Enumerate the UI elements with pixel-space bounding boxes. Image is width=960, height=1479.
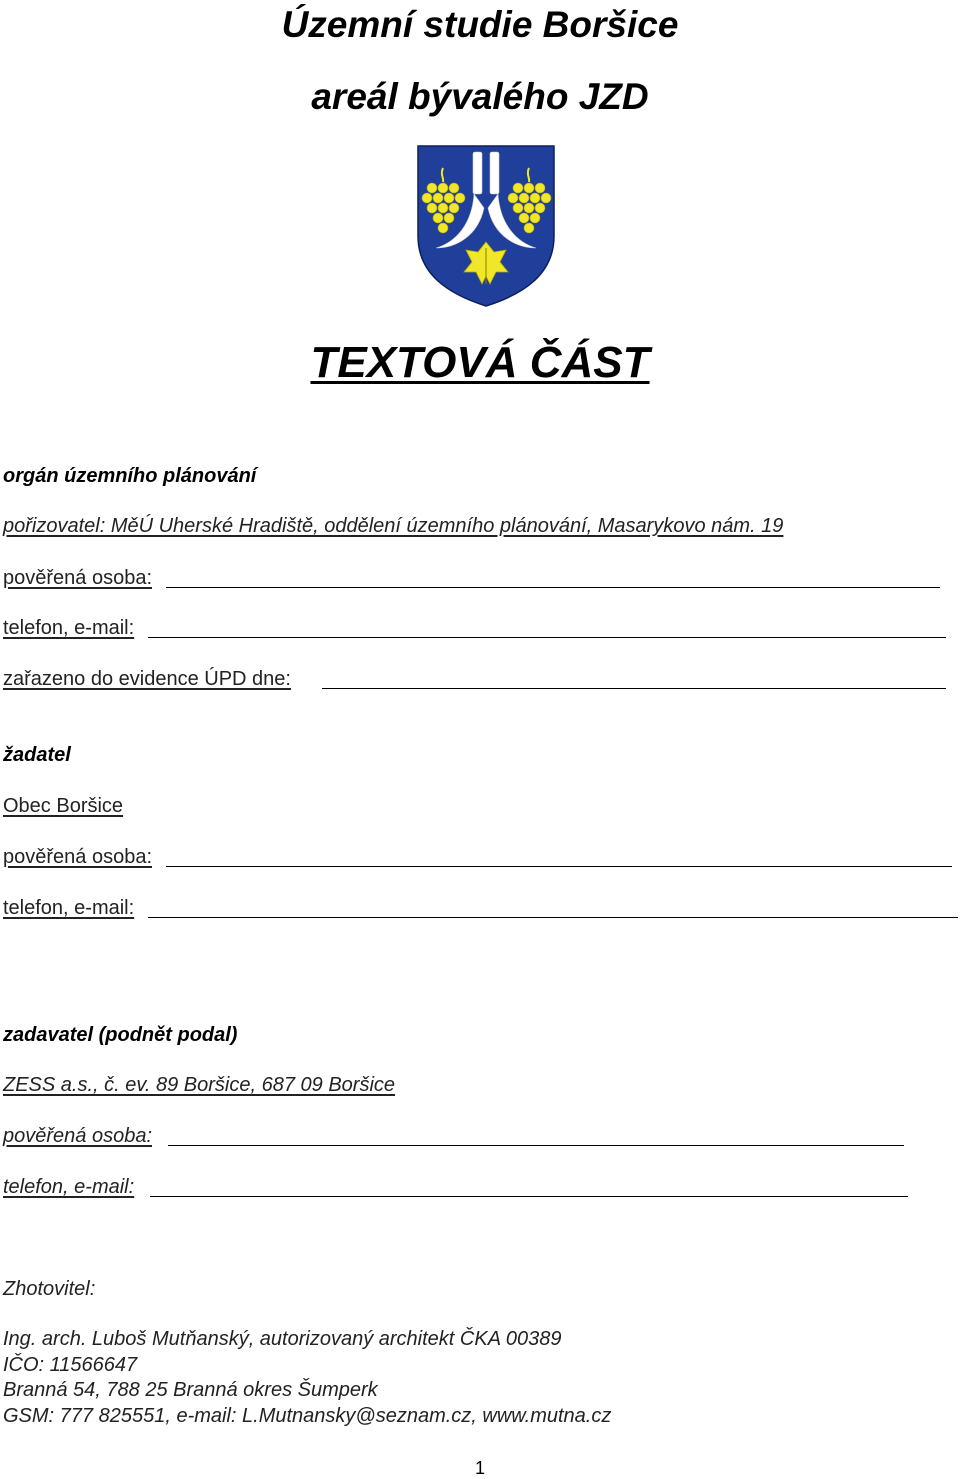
zhotovitel-line4: GSM: 777 825551, e-mail: L.Mutnansky@seznam.cz, www.mutna.cz xyxy=(3,1405,612,1427)
zhotovitel-line2: IČO: 11566647 xyxy=(3,1354,138,1376)
zhotovitel-line3: Branná 54, 788 25 Branná okres Šumperk xyxy=(3,1379,378,1401)
zadatel-name: Obec Boršice xyxy=(3,795,124,817)
zadavatel-poverena-osoba-blank xyxy=(168,1145,904,1146)
zadavatel-telefon-label: telefon, e-mail: xyxy=(3,1176,135,1198)
zadatel-telefon-blank xyxy=(148,917,958,918)
document-title-line2: areál bývalého JZD xyxy=(311,76,649,117)
organ-telefon-blank xyxy=(148,637,946,638)
zadatel-poverena-osoba-label: pověřená osoba: xyxy=(3,846,153,868)
porizovatel-line: pořizovatel: MěÚ Uherské Hradiště, oddělení územního plánování, Masarykovo nám. 19 xyxy=(3,515,784,537)
zarazeno-blank xyxy=(322,688,946,689)
section-title: TEXTOVÁ ČÁST xyxy=(310,338,650,387)
zadavatel-name: ZESS a.s., č. ev. 89 Boršice, 687 09 Boršice xyxy=(3,1074,396,1096)
zarazeno-label: zařazeno do evidence ÚPD dne: xyxy=(3,668,291,690)
document-title-line1: Územní studie Boršice xyxy=(281,4,679,45)
coat-of-arms-icon xyxy=(416,144,556,308)
organ-poverena-osoba-label: pověřená osoba: xyxy=(3,567,153,589)
organ-poverena-osoba-blank xyxy=(166,587,940,588)
zadavatel-poverena-osoba-label: pověřená osoba: xyxy=(3,1125,153,1147)
zhotovitel-line1: Ing. arch. Luboš Mutňanský, autorizovaný architekt ČKA 00389 xyxy=(3,1328,562,1350)
zadavatel-heading: zadavatel (podnět podal) xyxy=(3,1024,238,1046)
zadatel-telefon-label: telefon, e-mail: xyxy=(3,897,135,919)
organ-heading: orgán územního plánování xyxy=(3,465,257,487)
zadatel-poverena-osoba-blank xyxy=(166,866,952,867)
zadavatel-telefon-blank xyxy=(150,1196,908,1197)
page-number: 1 xyxy=(474,1458,485,1478)
zadatel-heading: žadatel xyxy=(3,744,71,766)
zhotovitel-heading: Zhotovitel: xyxy=(3,1278,96,1300)
organ-telefon-label: telefon, e-mail: xyxy=(3,617,135,639)
